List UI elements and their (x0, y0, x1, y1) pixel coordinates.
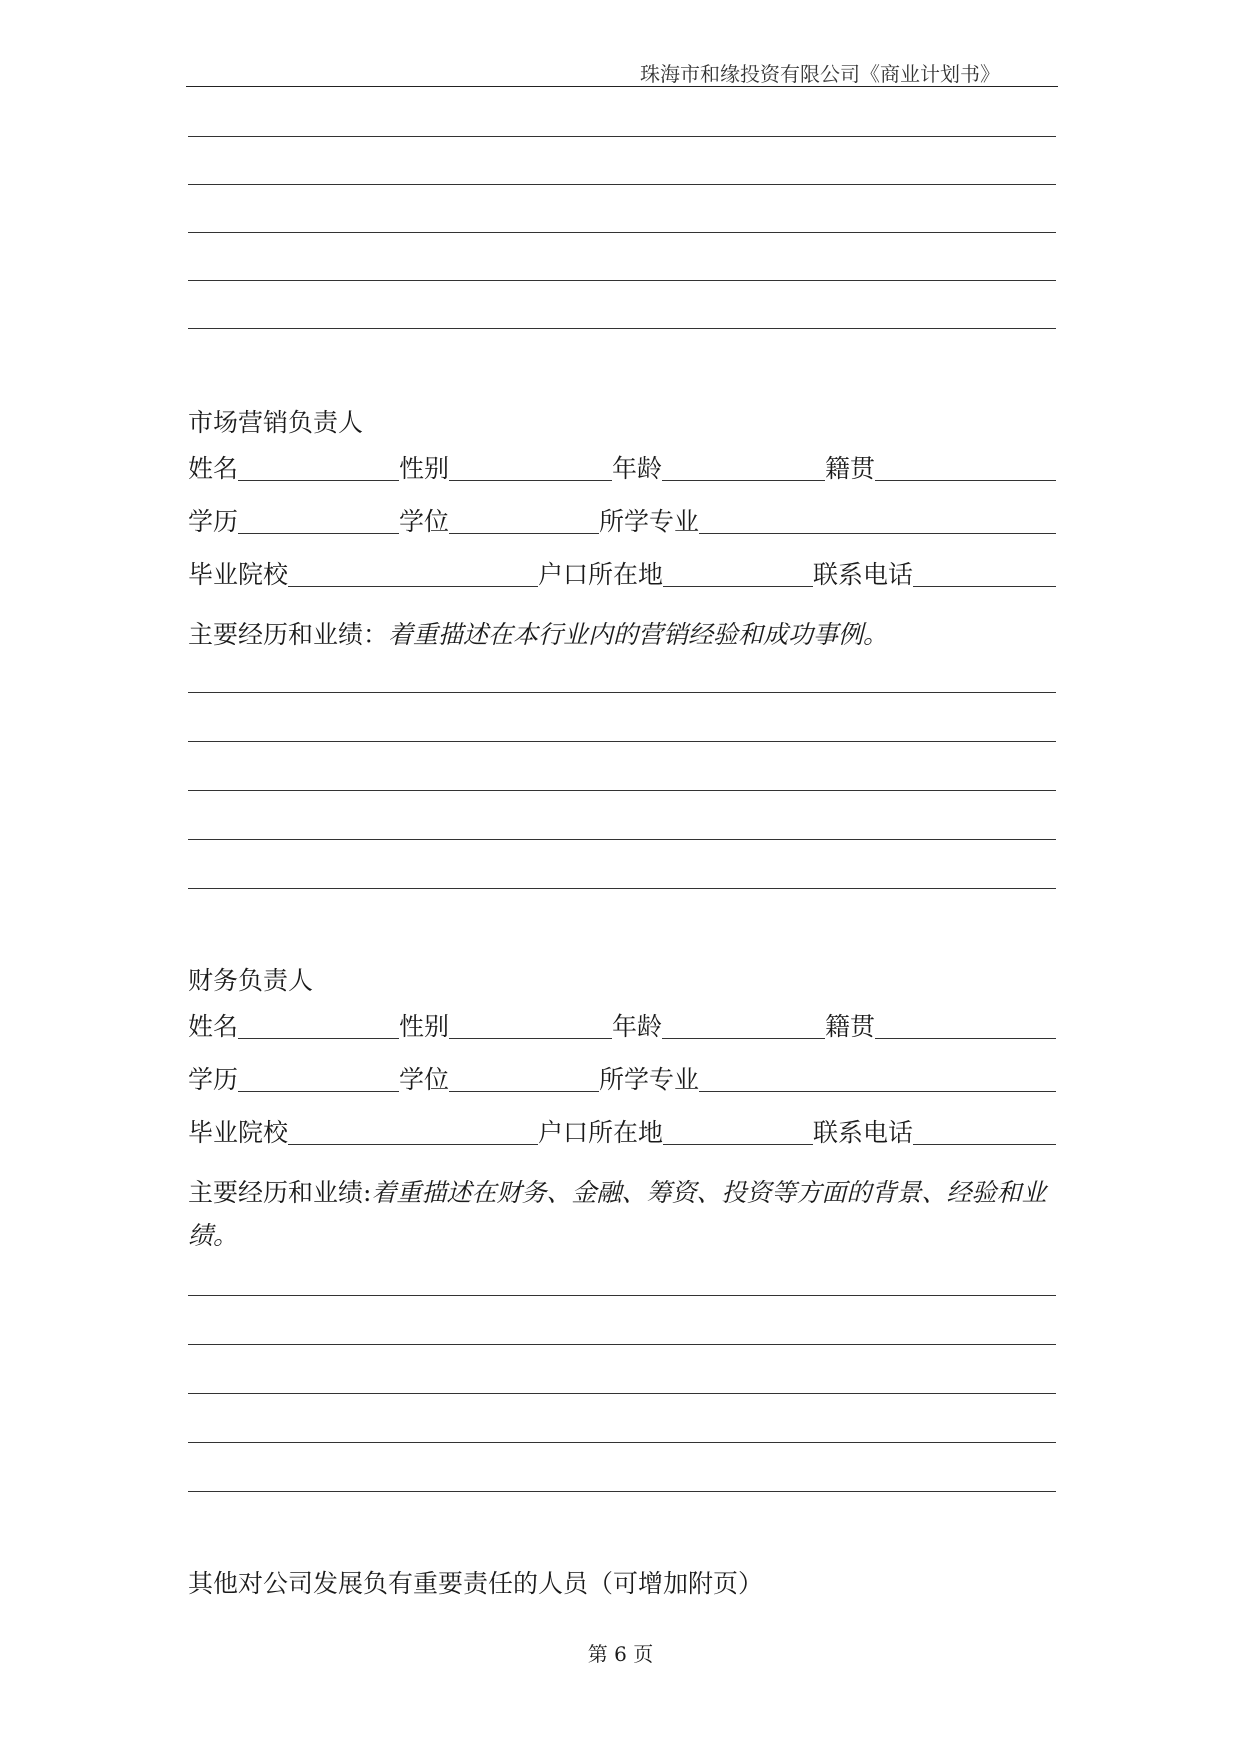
hukou-label: 户口所在地 (538, 1118, 664, 1147)
name-field[interactable] (238, 454, 399, 481)
finance-experience (188, 1171, 1060, 1257)
experience-label: 主要经历和业绩: (188, 1178, 372, 1207)
blank-line[interactable] (188, 1344, 1056, 1345)
marketing-experience (188, 613, 1060, 656)
school-label: 毕业院校 (188, 1118, 289, 1147)
school-label: 毕业院校 (188, 560, 289, 589)
marketing-row-basic (188, 452, 1056, 484)
blank-line[interactable] (188, 328, 1056, 329)
blank-line[interactable] (188, 692, 1056, 693)
major-label: 所学专业 (599, 1065, 700, 1094)
blank-line[interactable] (188, 232, 1056, 233)
others-heading: 其他对公司发展负有重要责任的人员（可增加附页） (188, 1569, 764, 1598)
blank-line[interactable] (188, 888, 1056, 889)
experience-label: 主要经历和业绩： (188, 620, 389, 649)
name-label: 姓名 (188, 454, 239, 483)
phone-label: 联系电话 (813, 560, 914, 589)
blank-line[interactable] (188, 1442, 1056, 1443)
origin-field[interactable] (875, 454, 1056, 481)
degree-label: 学位 (399, 507, 450, 536)
education-field[interactable] (238, 507, 399, 534)
degree-field[interactable] (449, 1065, 599, 1092)
major-field[interactable] (699, 507, 1056, 534)
marketing-heading: 市场营销负责人 (188, 408, 364, 437)
hukou-field[interactable] (663, 560, 813, 587)
age-field[interactable] (662, 454, 825, 481)
gender-field[interactable] (449, 454, 612, 481)
school-field[interactable] (288, 560, 538, 587)
experience-hint: 着重描述在本行业内的营销经验和成功事例。 (388, 620, 889, 649)
blank-line[interactable] (188, 1393, 1056, 1394)
education-label: 学历 (188, 507, 239, 536)
origin-field[interactable] (875, 1012, 1056, 1039)
blank-line[interactable] (188, 839, 1056, 840)
blank-line[interactable] (188, 280, 1056, 281)
blank-line[interactable] (188, 790, 1056, 791)
blank-line[interactable] (188, 136, 1056, 137)
header-rule (186, 86, 1058, 87)
major-field[interactable] (699, 1065, 1056, 1092)
finance-heading: 财务负责人 (188, 966, 314, 995)
age-label: 年龄 (612, 454, 663, 483)
gender-label: 性别 (399, 454, 450, 483)
finance-row-basic (188, 1010, 1056, 1042)
phone-field[interactable] (913, 1118, 1056, 1145)
finance-row-education (188, 1063, 1056, 1095)
degree-field[interactable] (449, 507, 599, 534)
education-field[interactable] (238, 1065, 399, 1092)
page-number: 第 6 页 (587, 1642, 654, 1666)
origin-label: 籍贯 (825, 1012, 876, 1041)
experience-hint: 着重描述在财务、金融、筹资、投资等方面的背景、经验和业绩。 (188, 1178, 1047, 1250)
header-title: 珠海市和缘投资有限公司《商业计划书》 (640, 62, 1000, 86)
education-label: 学历 (188, 1065, 239, 1094)
major-label: 所学专业 (599, 507, 700, 536)
blank-line[interactable] (188, 741, 1056, 742)
school-field[interactable] (288, 1118, 538, 1145)
finance-row-contact (188, 1116, 1056, 1148)
gender-label: 性别 (399, 1012, 450, 1041)
hukou-field[interactable] (663, 1118, 813, 1145)
marketing-row-contact (188, 558, 1056, 590)
phone-label: 联系电话 (813, 1118, 914, 1147)
marketing-row-education (188, 505, 1056, 537)
origin-label: 籍贯 (825, 454, 876, 483)
degree-label: 学位 (399, 1065, 450, 1094)
blank-line[interactable] (188, 184, 1056, 185)
age-label: 年龄 (612, 1012, 663, 1041)
name-label: 姓名 (188, 1012, 239, 1041)
blank-line[interactable] (188, 1295, 1056, 1296)
gender-field[interactable] (449, 1012, 612, 1039)
age-field[interactable] (662, 1012, 825, 1039)
hukou-label: 户口所在地 (538, 560, 664, 589)
blank-line[interactable] (188, 1491, 1056, 1492)
phone-field[interactable] (913, 560, 1056, 587)
name-field[interactable] (238, 1012, 399, 1039)
